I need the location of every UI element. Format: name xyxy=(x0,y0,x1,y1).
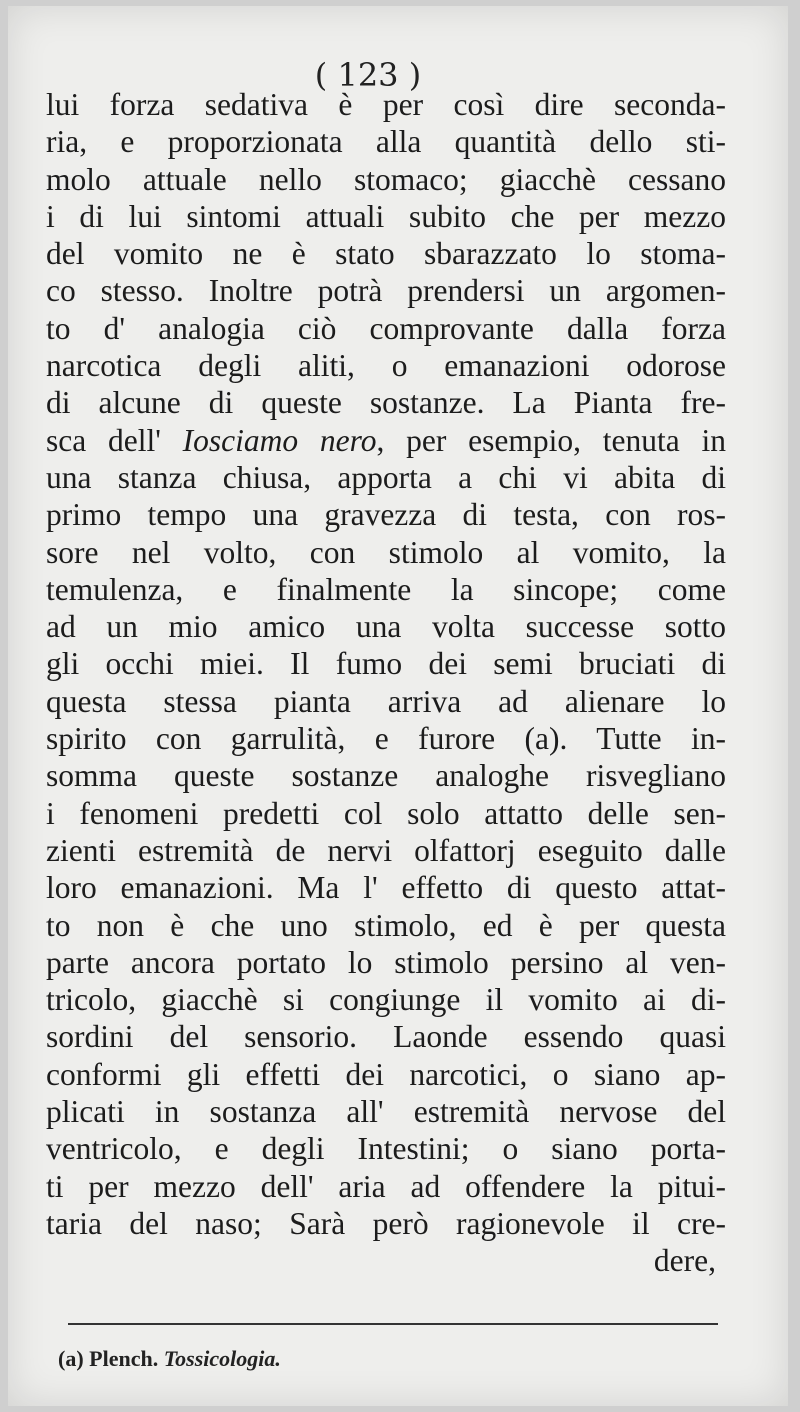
footnote-title: Tossicologia. xyxy=(163,1346,281,1371)
text-line: parte ancora portato lo stimolo persino al ven- xyxy=(46,944,726,980)
text-line: di alcune di queste sostanze. La Pianta fre- xyxy=(46,385,726,421)
text-line: primo tempo una gravezza di testa, con ros- xyxy=(46,497,726,533)
text-line: questa stessa pianta arriva ad alienare lo xyxy=(46,683,726,719)
body-text xyxy=(46,86,726,1280)
text-line: to d' analogia ciò comprovante dalla forza xyxy=(46,310,726,346)
text-line: to non è che uno stimolo, ed è per questa xyxy=(46,907,726,943)
text-line: del vomito ne è stato sbarazzato lo stoma- xyxy=(46,236,726,272)
text-line: zienti estremità de nervi olfattorj eseguito dalle xyxy=(46,832,726,868)
footnote-author: Plench. xyxy=(89,1346,159,1371)
book-page xyxy=(8,6,788,1406)
text-line: sore nel volto, con stimolo al vomito, la xyxy=(46,534,726,570)
text-line: conformi gli effetti dei narcotici, o siano ap- xyxy=(46,1056,726,1092)
catchword: dere, xyxy=(653,1243,716,1279)
text-line: ria, e proporzionata alla quantità dello sti- xyxy=(46,124,726,160)
text-line: loro emanazioni. Ma l' effetto di questo attat- xyxy=(46,870,726,906)
italic-phrase: Iosciamo nero xyxy=(182,422,377,458)
text-line: plicati in sostanza all' estremità nervose del xyxy=(46,1094,726,1130)
text-line: co stesso. Inoltre potrà prendersi un argomen- xyxy=(46,273,726,309)
text-line: lui forza sedativa è per così dire seconda- xyxy=(46,87,726,122)
footnote-marker: (a) xyxy=(58,1346,84,1371)
footnote xyxy=(58,1346,281,1372)
footnote-divider xyxy=(68,1323,718,1325)
text-line: somma queste sostanze analoghe risvegliano xyxy=(46,758,726,794)
text-line: sordini del sensorio. Laonde essendo quasi xyxy=(46,1019,726,1055)
text-line: temulenza, e finalmente la sincope; come xyxy=(46,571,726,607)
text-line: ad un mio amico una volta successe sotto xyxy=(46,609,726,645)
text-line: i di lui sintomi attuali subito che per mezzo xyxy=(46,198,726,234)
text-line: spirito con garrulità, e furore (a). Tutte in- xyxy=(46,721,726,757)
text-line: ventricolo, e degli Intestini; o siano porta- xyxy=(46,1131,726,1167)
text-line-tail: , per esempio, tenuta in xyxy=(376,422,726,458)
text-line: i fenomeni predetti col solo attatto delle sen- xyxy=(46,795,726,831)
text-line: ti per mezzo dell' aria ad offendere la pitui- xyxy=(46,1168,726,1204)
page-number: ( 123 ) xyxy=(314,56,422,94)
text-line: tricolo, giacchè si congiunge il vomito ai di- xyxy=(46,982,726,1018)
text-line-head: sca dell' xyxy=(46,422,183,458)
text-line: molo attuale nello stomaco; giacchè cessano xyxy=(46,161,726,197)
text-line: gli occhi miei. Il fumo dei semi bruciati di xyxy=(46,646,726,682)
text-line: una stanza chiusa, apporta a chi vi abita di xyxy=(46,459,726,495)
text-line xyxy=(46,422,726,459)
text-line: taria del naso; Sarà però ragionevole il cre- xyxy=(46,1205,726,1241)
text-line: narcotica degli aliti, o emanazioni odorose xyxy=(46,348,726,384)
